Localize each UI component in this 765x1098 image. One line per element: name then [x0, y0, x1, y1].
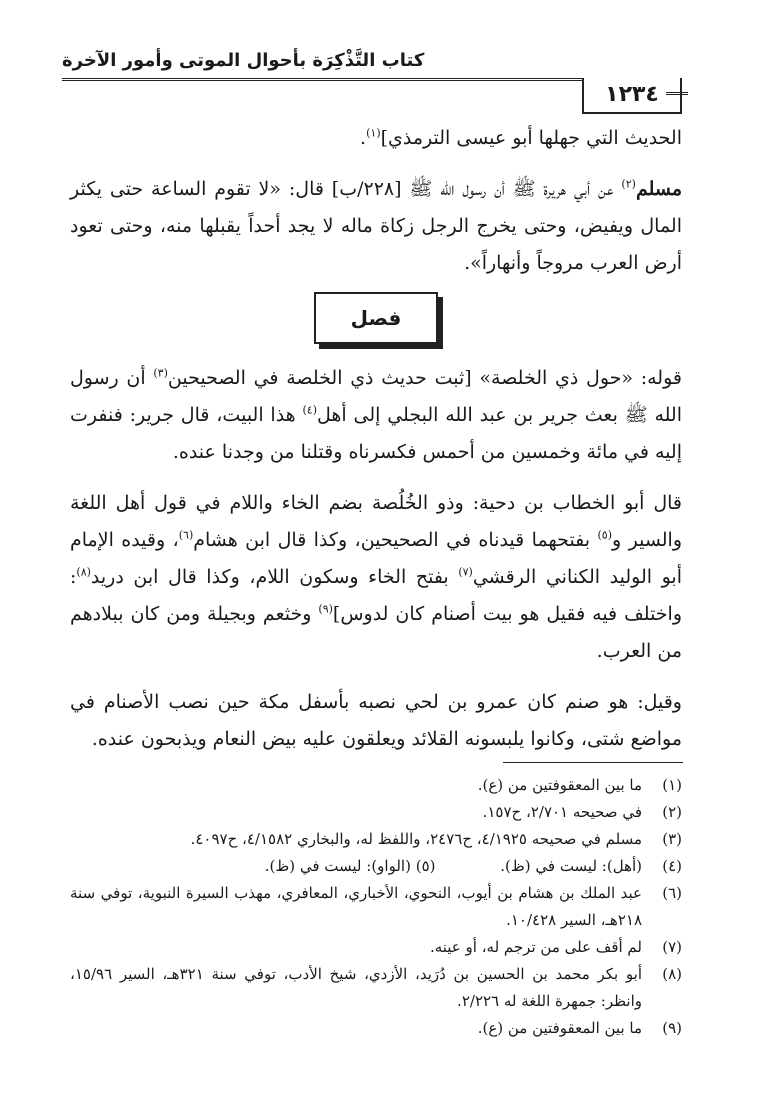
footnote-number: (٢)	[662, 803, 682, 821]
paragraph-4	[70, 485, 682, 670]
footnote-text: ما بين المعقوفتين من (ع).	[477, 1019, 642, 1037]
footnote-item	[70, 772, 682, 799]
footnote-item	[70, 934, 682, 961]
text-span: أن رسول الله ﷺ بعث جرير بن عبد الله البجلي إلى أهل	[70, 367, 682, 426]
section-heading: فصل	[314, 292, 438, 344]
paragraph-2	[70, 171, 682, 282]
text-span: قوله: «حول ذي الخلصة» [ثبت حديث ذي الخلصة في الصحيحين	[167, 367, 682, 389]
section-heading-wrap	[70, 282, 682, 360]
footnote-number: (٥)	[415, 857, 436, 875]
paragraph-1	[70, 120, 682, 157]
text-span: بفتح الخاء وسكون اللام، وكذا قال ابن دريد	[90, 566, 459, 588]
header-rule-end	[666, 92, 688, 95]
footnote-text-part: (الواو): ليست في (ظ).	[264, 857, 411, 875]
hadith-source: مسلم	[635, 178, 682, 200]
text-span: وخثعم وبجيلة ومن كان ببلادهم من العرب.	[70, 603, 682, 662]
footnote-ref: (١)	[366, 126, 381, 140]
footnote-number: (٧)	[662, 938, 682, 956]
page-number: ١٢٣٤	[582, 78, 682, 114]
paragraph-5: وقيل: هو صنم كان عمرو بن لحي نصبه بأسفل مكة حين نصب الأصنام في مواضع شتى، وكانوا يلبسونه القلائد ويعلقون عليه بيض النعام ويذبحون عنده.	[70, 691, 682, 750]
footnote-text-part: (أهل): ليست في (ظ).	[500, 857, 642, 875]
footnote-number: (٤)	[662, 857, 682, 875]
footnote-number: (٩)	[662, 1019, 682, 1037]
footnote-item	[70, 961, 682, 1015]
footnote-number: (٨)	[662, 965, 682, 983]
footnote-ref: (٥)	[597, 528, 613, 542]
footnote-number: (٣)	[662, 830, 682, 848]
footnote-ref: (٣)	[153, 366, 168, 380]
footnote-ref: (٢)	[621, 177, 636, 191]
footnote-inline	[265, 853, 436, 880]
footnote-text: عبد الملك بن هشام بن أيوب، النحوي، الأخباري، المعافري، مهذب السيرة النبوية، توفي سنة ٢١٨هـ، السير ١٠/٤٢٨.	[70, 884, 642, 929]
footnote-text: ما بين المعقوفتين من (ع).	[477, 776, 642, 794]
footnote-text: لم أقف على من ترجم له، أو عينه.	[429, 938, 642, 956]
footnote-ref: (٩)	[318, 602, 333, 616]
footnote-ref: (٧)	[458, 565, 473, 579]
main-text	[70, 120, 682, 758]
text-span: ، وقيده الإمام أبو الوليد الكناني الرقشي	[70, 529, 682, 588]
text-span: : واختلف فيه فقيل هو بيت أصنام كان لدوس]	[70, 566, 682, 625]
footnote-number: (١)	[662, 776, 682, 794]
footnote-item	[70, 826, 682, 853]
footnote-text: في صحيحه ٢/٧٠١، ح١٥٧.	[482, 803, 642, 821]
text-span: الحديث التي جهلها أبو عيسى الترمذي]	[380, 127, 682, 149]
paragraph-3	[70, 360, 682, 471]
footnote-item	[70, 853, 682, 880]
page-header	[62, 48, 682, 108]
footnote-text	[70, 853, 642, 880]
text-span: قال أبو الخطاب بن دحية: وذو الخُلُصة بضم الخاء واللام في قول أهل اللغة والسير و	[70, 492, 683, 551]
footnote-text: مسلم في صحيحه ٤/١٩٢٥، ح٢٤٧٦، واللفظ له، والبخاري ٤/١٥٨٢، ح٤٠٩٧.	[190, 830, 642, 848]
text-span: عن أبي هريرة ﷺ أن رسول الله ﷺ [٢٢٨/ب] قال: «لا تقوم الساعة حتى يكثر المال ويفيض، وحتى يخرج الرجل زكاة ماله لا يجد أحداً يقبلها منه، وحتى تعود أرض العرب مروجاً وأنهاراً».	[70, 178, 682, 274]
text-span: هذا البيت، قال جرير: فنفرت إليه في مائة وخمسين من أحمس فكسرناه وقتلنا من وجدنا عنده.	[70, 404, 682, 463]
footnote-text: أبو بكر محمد بن الحسين بن دُرَيد، الأزدي، شيخ الأدب، توفي سنة ٣٢١هـ، السير ١٥/٩٦، وانظر: جمهرة اللغة له ٢/٢٢٦.	[70, 965, 642, 1010]
footnote-separator	[503, 762, 683, 763]
footnote-item	[70, 1015, 682, 1042]
footnote-ref: (٦)	[178, 528, 194, 542]
text-span: بفتحهما قيدناه في الصحيحين، وكذا قال ابن هشام	[193, 529, 598, 551]
footnote-ref: (٤)	[302, 403, 318, 417]
footnote-number: (٦)	[662, 884, 682, 902]
book-title: كتاب التَّذْكِرَة بأحوال الموتى وأمور الآخرة	[62, 50, 425, 71]
footnote-ref: (٨)	[76, 565, 91, 579]
text-span: .	[360, 127, 367, 149]
footnote-item	[70, 799, 682, 826]
footnote-item	[70, 880, 682, 934]
footnotes	[70, 772, 682, 1042]
